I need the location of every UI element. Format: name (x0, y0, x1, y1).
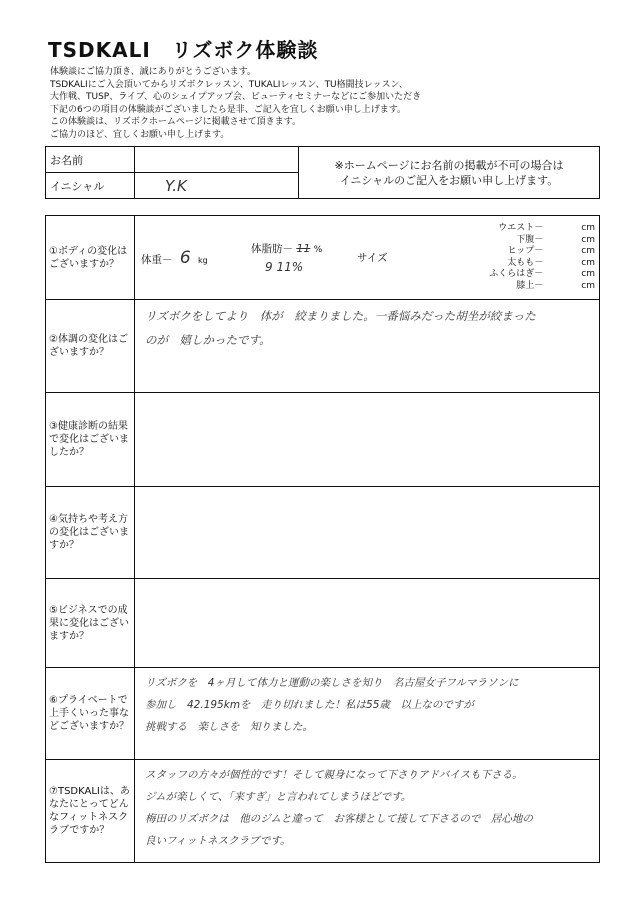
answer-line: 良いフィットネスクラブです。 (145, 835, 291, 847)
answer-cell-1 (135, 216, 600, 300)
size-name: ウエスト－ (498, 223, 544, 233)
question-row-5 (46, 579, 600, 668)
question-label-6: ⑥プライベートで上手くいった事などございますか？ (46, 668, 135, 760)
question-label-3: ③健康診断の結果で変化はございましたか？ (46, 393, 135, 487)
weight-label: 体重－ (141, 253, 173, 266)
size-name: ふくらはぎ－ (489, 269, 544, 279)
body-fat-label: 体脂肪－ (251, 243, 293, 255)
body-fat-note: 9 11% (265, 260, 304, 274)
size-name: 下腹－ (516, 234, 544, 245)
notice-text (299, 147, 600, 199)
size-unit: cm (581, 280, 595, 291)
body-change-grid (135, 220, 599, 295)
answer-line: のが 嬉しかったです。 (145, 333, 271, 347)
weight-value[interactable]: 6 (179, 247, 191, 268)
size-list (467, 220, 599, 295)
question-row-1 (46, 216, 600, 300)
initial-field[interactable]: Y.K (135, 173, 299, 199)
answer-field-3[interactable] (135, 393, 600, 487)
intro-line: ご協力のほど、宜しくお願い申し上げます。 (50, 129, 230, 140)
question-label-2: ②体調の変化はございますか？ (46, 300, 135, 393)
intro-text (50, 66, 590, 141)
answer-line: スタッフの方々が個性的です！そして親身になって下さりアドバイスも下さる。 (145, 769, 523, 781)
size-unit: cm (581, 234, 595, 245)
answer-line: 梅田のリズボクは 他のジムと違って お客様として接して下さるので 居心地の (145, 813, 533, 825)
answer-field-5[interactable] (135, 579, 600, 668)
question-row-3 (46, 393, 600, 487)
body-fat-cell (251, 220, 357, 295)
intro-line: 大作戦、TUSP、ライブ、心のシェイプアップ会、ビューティセミナーなどにご参加いただき (50, 92, 422, 102)
question-row-2 (46, 300, 600, 393)
question-label-5: ⑤ビジネスでの成果に変化はございますか？ (46, 579, 135, 668)
question-row-7 (46, 760, 600, 863)
name-field[interactable] (135, 147, 299, 173)
size-unit: cm (581, 223, 595, 233)
question-row-4 (46, 487, 600, 579)
size-label: サイズ (357, 252, 388, 264)
answer-field-4[interactable] (135, 487, 600, 579)
intro-line: 体験談にご協力頂き、誠にありがとうございます。 (50, 67, 256, 77)
answer-field-6[interactable] (135, 668, 600, 760)
notice-line-2: イニシャルのご記入をお願い申し上げます。 (339, 173, 559, 187)
question-label-7: ⑦TSDKALIは、あなたにとってどんなフィットネスクラブですか？ (46, 760, 135, 863)
initial-label: イニシャル (46, 173, 135, 199)
answer-line: リズボクを 4ヶ月して体力と運動の楽しさを知り 名古屋女子フルマラソンに (145, 677, 519, 689)
intro-line: TSDKALIにご入会頂いてからリズボクレッスン、TUKALIレッスン、TU格闘技レッスン、 (50, 79, 408, 90)
intro-line: 下記の6つの項目の体験談がございましたら是非、ご記入を宜しくお願い申し上げます。 (50, 104, 407, 115)
answer-field-2[interactable] (135, 300, 600, 393)
page-title: TSDKALI リズボク体験談 (48, 38, 319, 62)
answer-line: 挑戦する 楽しさを 知りました。 (145, 721, 313, 733)
name-table (45, 146, 600, 199)
answer-line: リズボクをしてより 体が 絞まりました。一番悩みだった胡坐が絞まった (145, 309, 536, 323)
question-label-1: ①ボディの変化はございますか？ (46, 216, 135, 300)
weight-unit: kg (198, 255, 208, 265)
intro-line: この体験談は、リズボクホームページに掲載させて頂きます。 (50, 117, 301, 127)
size-unit: cm (581, 269, 595, 279)
size-name: ヒップ－ (507, 246, 544, 256)
answer-line: 参加し 42.195kmを 走り切れました！私は55歳 以上なのですが (145, 699, 474, 711)
body-fat-value[interactable]: 11 (296, 242, 311, 255)
name-label: お名前 (46, 147, 135, 173)
body-fat-unit: % (313, 245, 323, 255)
question-label-4: ④気持ちや考え方の変化はございますか？ (46, 487, 135, 579)
size-unit: cm (581, 246, 595, 256)
weight-cell (135, 220, 251, 295)
question-row-6 (46, 668, 600, 760)
size-unit: cm (581, 257, 595, 268)
answer-field-7[interactable] (135, 760, 600, 863)
size-name: 膝上－ (516, 280, 544, 291)
questionnaire-table (45, 215, 600, 863)
notice-line-1: ※ホームページにお名前の掲載が不可の場合は (334, 158, 564, 172)
answer-line: ジムが楽しくて、「来すぎ」と言われてしまうほどです。 (145, 791, 412, 803)
size-name: 太もも－ (507, 257, 544, 268)
